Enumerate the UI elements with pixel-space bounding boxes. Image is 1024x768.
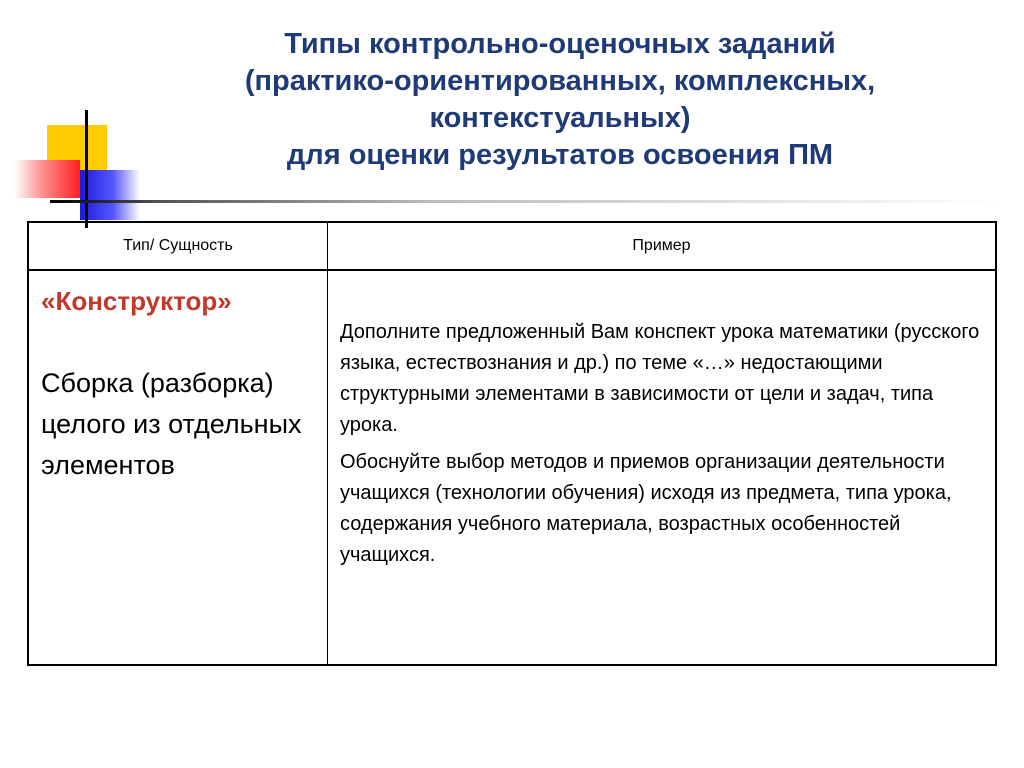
decorative-horizontal-line (50, 200, 1000, 203)
title-line: для оценки результатов освоения ПМ (286, 139, 834, 171)
example-paragraph: Обоснуйте выбор методов и приемов организации деятельности учащихся (технологии обучения) исходя из предмета, типа урока, содержания учебного материала, возрастных особенностей учащихся. (340, 451, 952, 566)
slide-title (150, 26, 970, 174)
column-divider (327, 223, 328, 664)
header-example: Пример (632, 237, 691, 254)
decorative-vertical-line (85, 110, 88, 228)
example-paragraph: Дополните предложенный Вам конспект урока математики (русского языка, естествознания и др.) по теме «…» недостающими структурными элементами в зависимости от цели и задач, типа урока. (340, 321, 980, 436)
title-line: (практико-ориентированных, комплексных, (244, 65, 876, 97)
header-type-essence: Тип/ Сущность (123, 237, 233, 254)
title-line: контекстуальных) (429, 102, 691, 134)
decorative-blue-square (80, 170, 140, 220)
type-cell (41, 286, 321, 486)
type-name: «Конструктор» (41, 286, 232, 316)
title-line: Типы контрольно-оценочных заданий (284, 28, 836, 60)
task-types-table (27, 221, 997, 666)
decorative-red-bar (14, 160, 80, 198)
type-description: Сборка (разборка) целого из отдельных элементов (41, 368, 302, 480)
example-cell (340, 317, 990, 571)
